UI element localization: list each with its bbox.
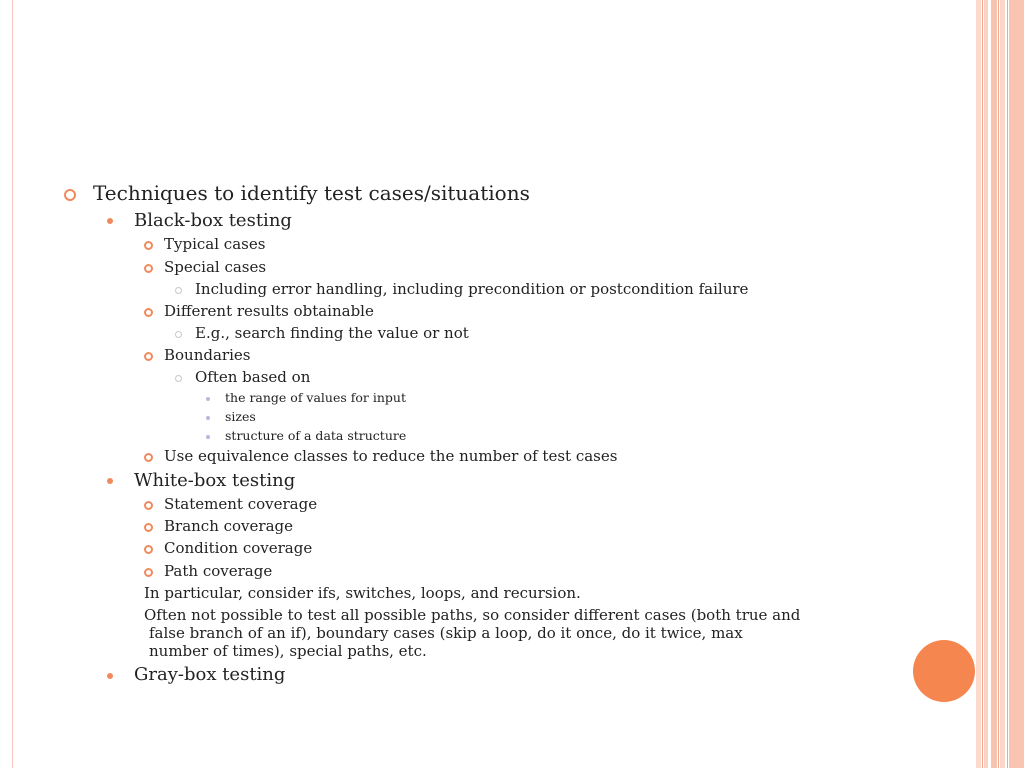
whitebox-note: In particular, consider ifs, switches, loops, and recursion.	[144, 584, 581, 602]
list-item: sizes	[225, 409, 256, 424]
list-item: Condition coverage	[164, 539, 313, 557]
bullet-dot-lavender-icon	[206, 416, 210, 420]
main-bullet-text: Techniques to identify test cases/situations	[93, 181, 530, 205]
decorative-orange-circle	[913, 640, 975, 702]
list-item: Typical cases	[164, 235, 266, 253]
bullet-ring-icon	[144, 241, 153, 250]
bullet-dot-icon	[107, 673, 113, 679]
bullet-dot-lavender-icon	[206, 397, 210, 401]
bullet-ring-icon	[144, 501, 153, 510]
decorative-stripe-line	[998, 0, 999, 768]
bullet-dot-lavender-icon	[206, 435, 210, 439]
paragraph-line: Often not possible to test all possible paths, so consider different cases (both true and	[144, 606, 801, 624]
bullet-ring-icon	[144, 308, 153, 317]
decorative-stripe	[976, 0, 981, 768]
bullet-ring-icon	[144, 545, 153, 554]
bullet-ring-icon	[144, 568, 153, 577]
list-item: Branch coverage	[164, 517, 294, 535]
list-item: Special cases	[164, 258, 267, 276]
bullet-ring-icon	[64, 189, 76, 201]
list-item: Path coverage	[164, 562, 273, 580]
blackbox-heading: Black-box testing	[134, 210, 292, 231]
decorative-stripe-line	[982, 0, 983, 768]
list-item: Different results obtainable	[164, 302, 374, 320]
list-item: Use equivalence classes to reduce the number of test cases	[164, 447, 618, 465]
bullet-ring-gray-icon	[175, 375, 182, 382]
decorative-stripe	[991, 0, 997, 768]
paragraph-line: number of times), special paths, etc.	[149, 642, 427, 660]
bullet-ring-icon	[144, 264, 153, 273]
bullet-ring-icon	[144, 523, 153, 532]
whitebox-heading: White-box testing	[134, 470, 296, 491]
bullet-ring-gray-icon	[175, 287, 182, 294]
graybox-heading: Gray-box testing	[134, 664, 286, 685]
decorative-stripe	[1009, 0, 1024, 768]
decorative-stripe-line	[1007, 0, 1008, 768]
list-item: E.g., search finding the value or not	[195, 324, 469, 342]
decorative-stripe	[984, 0, 988, 768]
bullet-dot-icon	[107, 218, 113, 224]
list-item: Boundaries	[164, 346, 251, 364]
bullet-dot-icon	[107, 478, 113, 484]
whitebox-paragraph	[144, 606, 800, 660]
slide-left-border	[12, 0, 13, 768]
decorative-stripe	[1000, 0, 1005, 768]
bullet-ring-icon	[144, 352, 153, 361]
paragraph-line: false branch of an if), boundary cases (skip a loop, do it once, do it twice, max	[149, 624, 743, 642]
list-item: Often based on	[195, 368, 311, 386]
list-item: Including error handling, including precondition or postcondition failure	[195, 280, 749, 298]
bullet-ring-gray-icon	[175, 331, 182, 338]
bullet-ring-icon	[144, 453, 153, 462]
list-item: structure of a data structure	[225, 428, 407, 443]
list-item: the range of values for input	[225, 390, 406, 405]
list-item: Statement coverage	[164, 495, 318, 513]
